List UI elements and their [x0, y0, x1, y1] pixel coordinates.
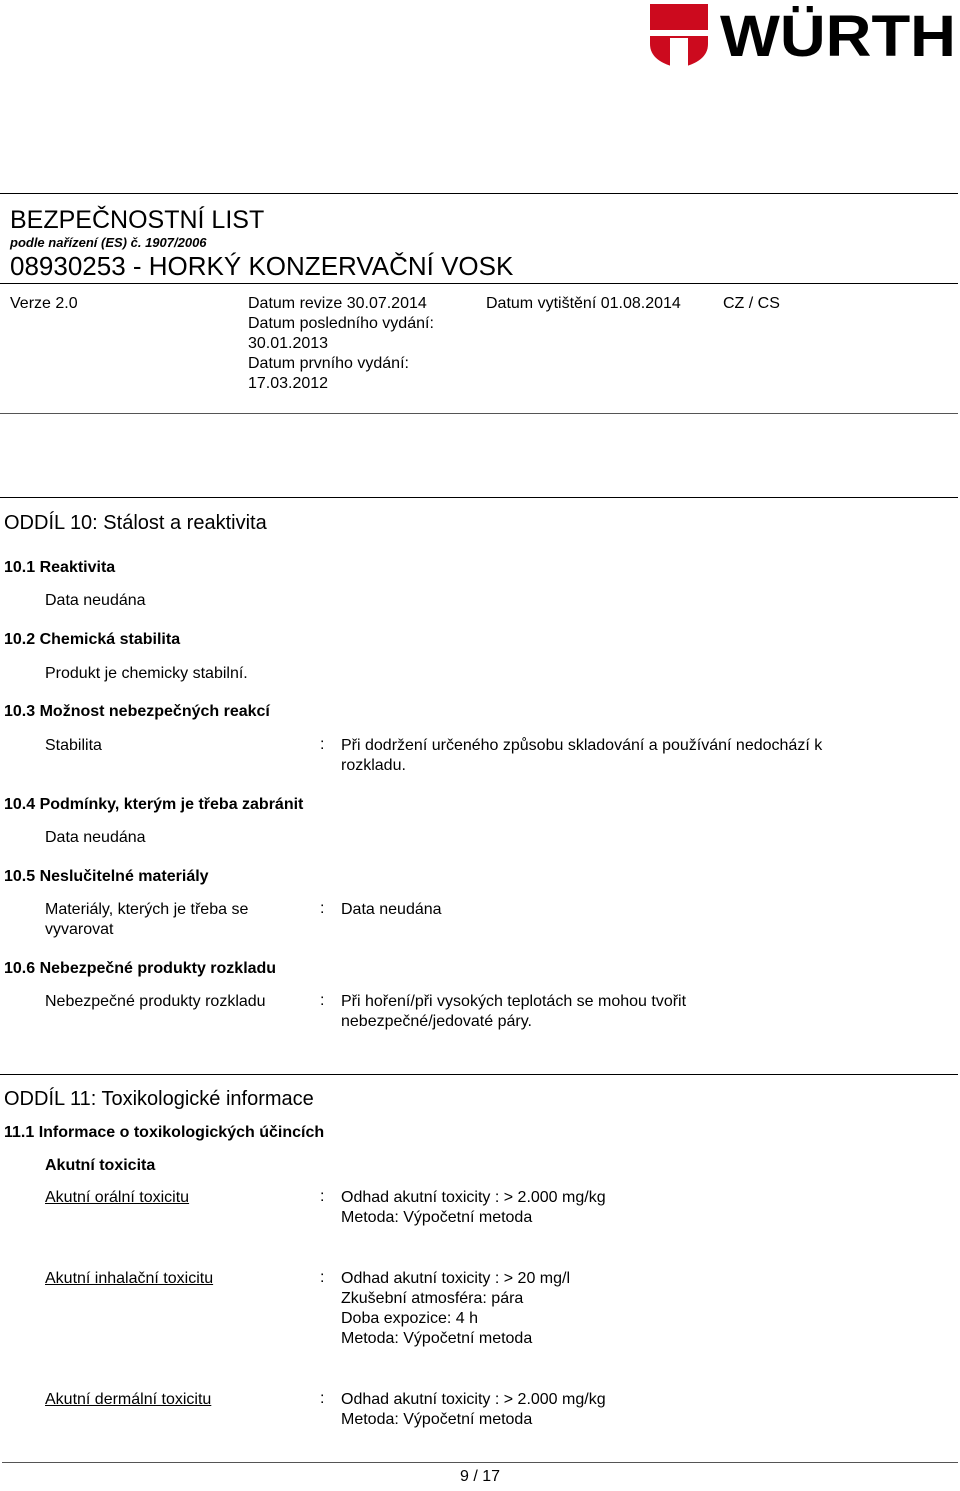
inhal-line4: Metoda: Výpočetní metoda: [341, 1330, 533, 1347]
dermal-line1: Odhad akutní toxicity : > 2.000 mg/kg: [341, 1391, 606, 1408]
oral-line2: Metoda: Výpočetní metoda: [341, 1209, 533, 1226]
inhal-line1: Odhad akutní toxicity : > 20 mg/l: [341, 1270, 571, 1287]
section10-rule: [0, 497, 958, 498]
page-number: 9 / 17: [459, 1468, 501, 1485]
s10-2-text: Produkt je chemicky stabilní.: [45, 665, 248, 682]
s10-3-heading: 10.3 Možnost nebezpečných reakcí: [4, 703, 270, 720]
s10-3-label: Stabilita: [45, 737, 102, 754]
s10-5-colon: :: [320, 900, 325, 917]
s10-3-value-line1: Při dodržení určeného způsobu skladování a používání nedochází k: [341, 737, 823, 754]
s10-6-value-line1: Při hoření/při vysokých teplotách se mohou tvořit: [341, 993, 687, 1010]
locale: CZ / CS: [723, 295, 780, 312]
s10-6-heading: 10.6 Nebezpečné produkty rozkladu: [4, 960, 277, 977]
inhal-line3: Doba expozice: 4 h: [341, 1310, 478, 1327]
s10-4-text: Data neudána: [45, 829, 146, 846]
section10-title: ODDÍL 10: Stálost a reaktivita: [4, 512, 267, 534]
s10-3-value-line2: rozkladu.: [341, 757, 406, 774]
s10-5-label-line2: vyvarovat: [45, 921, 114, 938]
inhal-line2: Zkušební atmosféra: pára: [341, 1290, 524, 1307]
s10-6-colon: :: [320, 992, 325, 1009]
section11-rule: [0, 1074, 958, 1075]
oral-colon: :: [320, 1188, 325, 1205]
acute-toxicity-heading: Akutní toxicita: [45, 1157, 156, 1174]
last-issue-date: 30.01.2013: [248, 335, 329, 352]
s10-5-label-line1: Materiály, kterých je třeba se: [45, 901, 249, 918]
s10-6-label: Nebezpečné produkty rozkladu: [45, 993, 266, 1010]
section11-title: ODDÍL 11: Toxikologické informace: [4, 1088, 314, 1110]
s10-6-value-line2: nebezpečné/jedovaté páry.: [341, 1013, 532, 1030]
oral-line1: Odhad akutní toxicity : > 2.000 mg/kg: [341, 1189, 606, 1206]
s10-4-heading: 10.4 Podmínky, kterým je třeba zabránit: [4, 796, 304, 813]
oral-toxicity-label: Akutní orální toxicitu: [45, 1189, 190, 1206]
inhal-colon: :: [320, 1269, 325, 1286]
dermal-toxicity-label: Akutní dermální toxicitu: [45, 1391, 212, 1408]
inhal-toxicity-label: Akutní inhalační toxicitu: [45, 1270, 214, 1287]
wurth-emblem-icon: [650, 4, 708, 68]
header-top-rule: [0, 193, 958, 194]
svg-text:WÜRTH: WÜRTH: [720, 4, 956, 69]
s10-5-heading: 10.5 Neslučitelné materiály: [4, 868, 209, 885]
wurth-logo: [648, 0, 960, 70]
header-mid-rule: [0, 283, 958, 284]
s10-1-text: Data neudána: [45, 592, 146, 609]
dermal-line2: Metoda: Výpočetní metoda: [341, 1411, 533, 1428]
s11-1-heading: 11.1 Informace o toxikologických účincích: [4, 1124, 325, 1141]
first-issue-date: 17.03.2012: [248, 375, 329, 392]
dermal-colon: :: [320, 1390, 325, 1407]
document-title: BEZPEČNOSTNÍ LIST: [10, 206, 265, 234]
revision-date: Datum revize 30.07.2014: [248, 295, 427, 312]
product-name: 08930253 - HORKÝ KONZERVAČNÍ VOSK: [10, 251, 514, 281]
s10-3-colon: :: [320, 736, 325, 753]
header-bottom-rule: [0, 413, 958, 414]
regulation-note: podle nařízení (ES) č. 1907/2006: [10, 235, 207, 250]
s10-5-value: Data neudána: [341, 901, 442, 918]
print-date: Datum vytištění 01.08.2014: [486, 295, 681, 312]
footer-rule: [2, 1462, 958, 1463]
version: Verze 2.0: [10, 295, 78, 312]
first-issue-label: Datum prvního vydání:: [248, 355, 409, 372]
s10-1-heading: 10.1 Reaktivita: [4, 559, 116, 576]
s10-2-heading: 10.2 Chemická stabilita: [4, 631, 181, 648]
last-issue-label: Datum posledního vydání:: [248, 315, 434, 332]
